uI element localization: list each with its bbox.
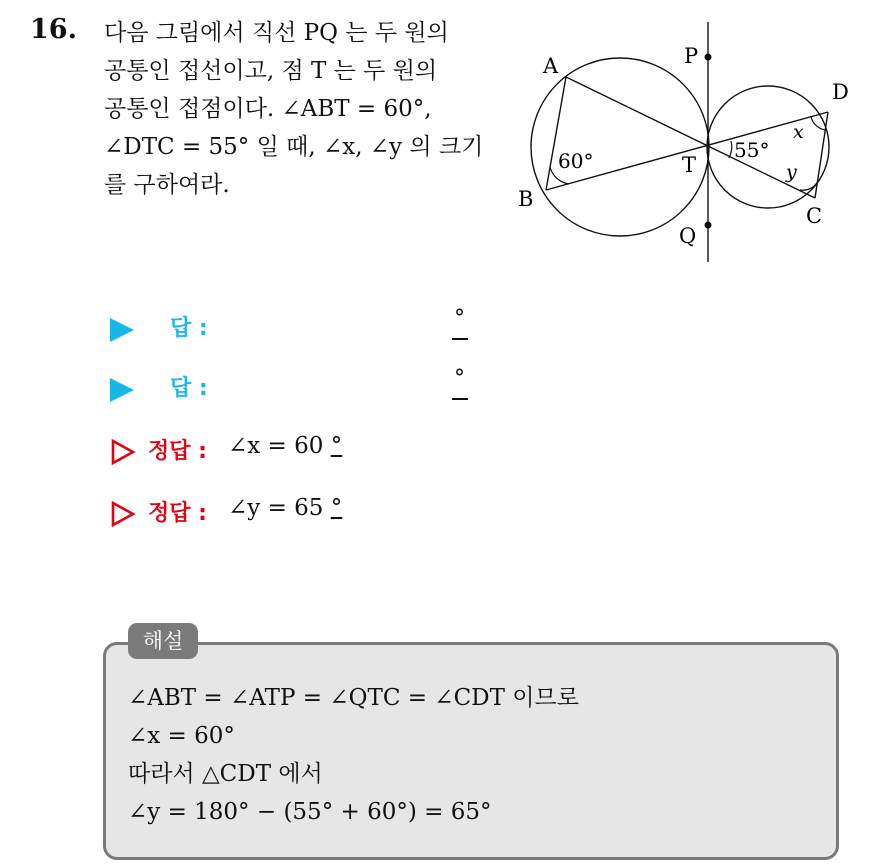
solution-line: ∠y = 180° − (55° + 60°) = 65° bbox=[128, 799, 492, 825]
point-q-dot bbox=[705, 222, 712, 229]
angle-t-arc bbox=[729, 141, 732, 158]
solution-line: 따라서 △CDT 에서 bbox=[128, 761, 323, 787]
angle-y-arc bbox=[800, 181, 818, 190]
question-line: 공통인 접선이고, 점 T 는 두 원의 bbox=[104, 58, 438, 84]
correct-arrow-icon bbox=[110, 439, 136, 465]
correct-label: 정답 : bbox=[148, 501, 207, 526]
label-angle-b: 60° bbox=[558, 149, 594, 173]
question-number: 16. bbox=[30, 14, 77, 45]
label-p: P bbox=[684, 44, 699, 68]
answer-arrow-icon bbox=[110, 318, 134, 342]
answer-blank[interactable] bbox=[452, 338, 468, 340]
left-circle bbox=[531, 58, 709, 236]
label-q: Q bbox=[679, 224, 697, 248]
label-c: C bbox=[806, 204, 823, 228]
correct-value-text: ∠x = 60 bbox=[228, 433, 331, 459]
answer-degree: ° bbox=[454, 306, 465, 331]
question-text bbox=[104, 14, 504, 204]
correct-label: 정답 : bbox=[148, 439, 207, 464]
solution-text bbox=[128, 679, 579, 831]
segment-dc bbox=[815, 112, 828, 198]
label-x: x bbox=[793, 121, 804, 143]
answer-blank[interactable] bbox=[452, 398, 468, 400]
correct-arrow-icon bbox=[110, 501, 136, 527]
line-ac bbox=[566, 77, 815, 198]
question-line: ∠DTC = 55° 일 때, ∠x, ∠y 의 크기 bbox=[104, 134, 484, 160]
correct-value-unit: ° bbox=[330, 495, 343, 521]
label-b: B bbox=[518, 187, 534, 211]
label-t: T bbox=[682, 153, 697, 177]
solution-tab: 해설 bbox=[128, 623, 198, 659]
question-line: 를 구하여라. bbox=[104, 172, 230, 198]
answer-label: 답 : bbox=[170, 376, 208, 401]
solution-box bbox=[103, 642, 839, 860]
answer-arrow-icon bbox=[110, 378, 134, 402]
label-d: D bbox=[832, 80, 849, 104]
answer-label: 답 : bbox=[170, 316, 208, 341]
geometry-figure bbox=[515, 15, 860, 270]
solution-line: ∠x = 60° bbox=[128, 723, 235, 749]
answer-degree: ° bbox=[454, 366, 465, 391]
correct-value-unit: ° bbox=[330, 433, 343, 459]
question-line: 다음 그림에서 직선 PQ 는 두 원의 bbox=[104, 20, 449, 46]
correct-value-text: ∠y = 65 bbox=[228, 495, 331, 521]
correct-value bbox=[228, 495, 342, 521]
point-p-dot bbox=[705, 54, 712, 61]
question-line: 공통인 접점이다. ∠ABT = 60°, bbox=[104, 96, 432, 122]
label-angle-t: 55° bbox=[734, 138, 770, 162]
label-a: A bbox=[543, 54, 559, 78]
solution-line: ∠ABT = ∠ATP = ∠QTC = ∠CDT 이므로 bbox=[128, 685, 579, 711]
correct-value bbox=[228, 433, 342, 459]
label-y: y bbox=[786, 161, 797, 183]
